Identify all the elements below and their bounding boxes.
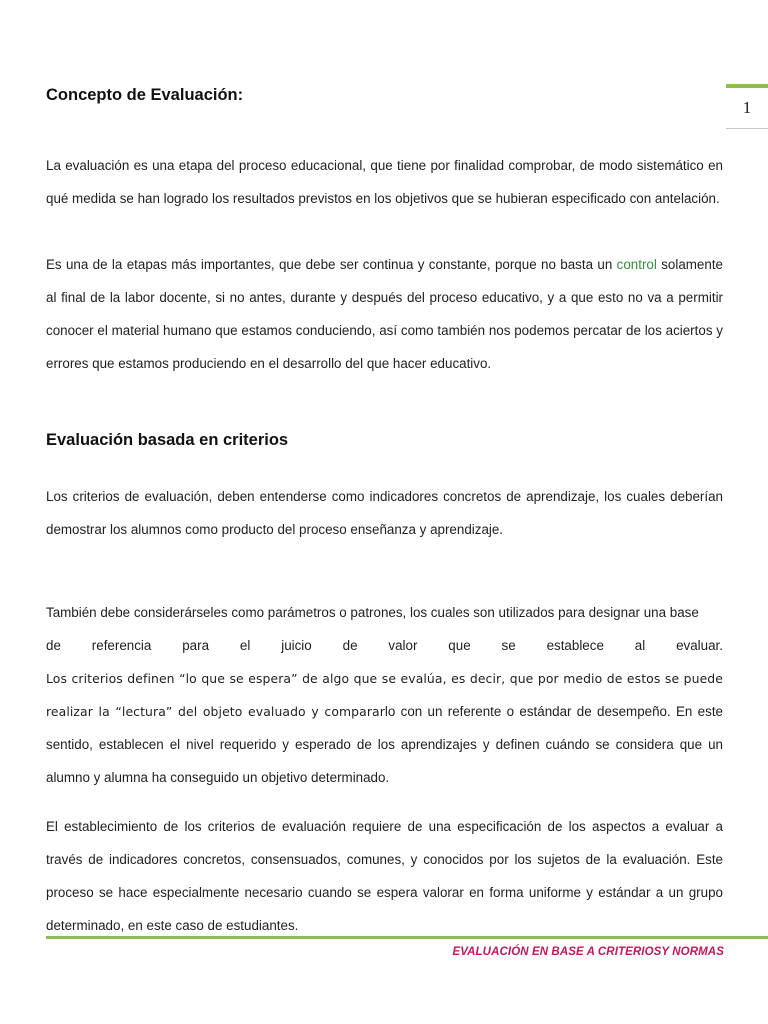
paragraph-concepto-2: [46, 248, 723, 380]
control-link[interactable]: control: [616, 257, 657, 272]
paragraph-criterios-2-line2: de referencia para el juicio de valor que se establece al evaluar.: [46, 638, 723, 653]
page-number-accent-bar: [726, 84, 768, 88]
page-number-divider: [726, 128, 768, 129]
paragraph-criterios-2-quote: Los criterios definen “lo que se espera” de algo que se evalúa, es decir, que por medio de estos se puede realizar la “lectura” del objeto evaluado y comparar: [46, 671, 723, 719]
paragraph-concepto-2-start: Es una de la etapas más importantes, que debe ser continua y constante, porque no basta un: [46, 257, 617, 272]
paragraph-criterios-2: [46, 596, 723, 794]
footer-title: EVALUACIÓN EN BASE A CRITERIOSY NORMAS: [452, 946, 724, 958]
footer-divider: [46, 936, 768, 939]
heading-evaluacion-criterios: Evaluación basada en criterios: [46, 431, 289, 449]
paragraph-concepto-1: La evaluación es una etapa del proceso educacional, que tiene por finalidad comprobar, de modo sistemático en qué medida se han logrado los resultados previstos en los objetivos que se hubieran especificado con antelación.: [46, 158, 723, 206]
paragraph-criterios-1: Los criterios de evaluación, deben entenderse como indicadores concretos de aprendizaje, los cuales deberían demostrar los alumnos como producto del proceso enseñanza y aprendizaje.: [46, 489, 723, 537]
paragraph-concepto-2-end: solamente al final de la labor docente, si no antes, durante y después del proceso educativo, y a que esto no va a permitir conocer el material humano que estamos conduciendo, así como también nos podemos percatar de los aciertos y errores que estamos produciendo en el desarrollo del que hacer educativo.: [46, 257, 723, 371]
heading-concepto-evaluacion: Concepto de Evaluación:: [46, 86, 244, 104]
page-number: 1: [742, 98, 752, 117]
paragraph-criterios-2-line1: También debe considerárseles como parámetros o patrones, los cuales son utilizados para designar una base: [46, 605, 699, 620]
paragraph-criterios-2-rest: lo con un referente o estándar de desempeño. En este sentido, establecen el nivel requerido y esperado de los aprendizajes y definen cuándo se considera que un alumno y alumna ha conseguido un objetivo determinado.: [46, 704, 723, 785]
paragraph-criterios-3: El establecimiento de los criterios de evaluación requiere de una especificación de los aspectos a evaluar a través de indicadores concretos, consensuados, comunes, y conocidos por los sujetos de la evaluación. Este proceso se hace especialmente necesario cuando se espera valorar en forma uniforme y estándar a un grupo determinado, en este caso de estudiantes.: [46, 819, 723, 933]
